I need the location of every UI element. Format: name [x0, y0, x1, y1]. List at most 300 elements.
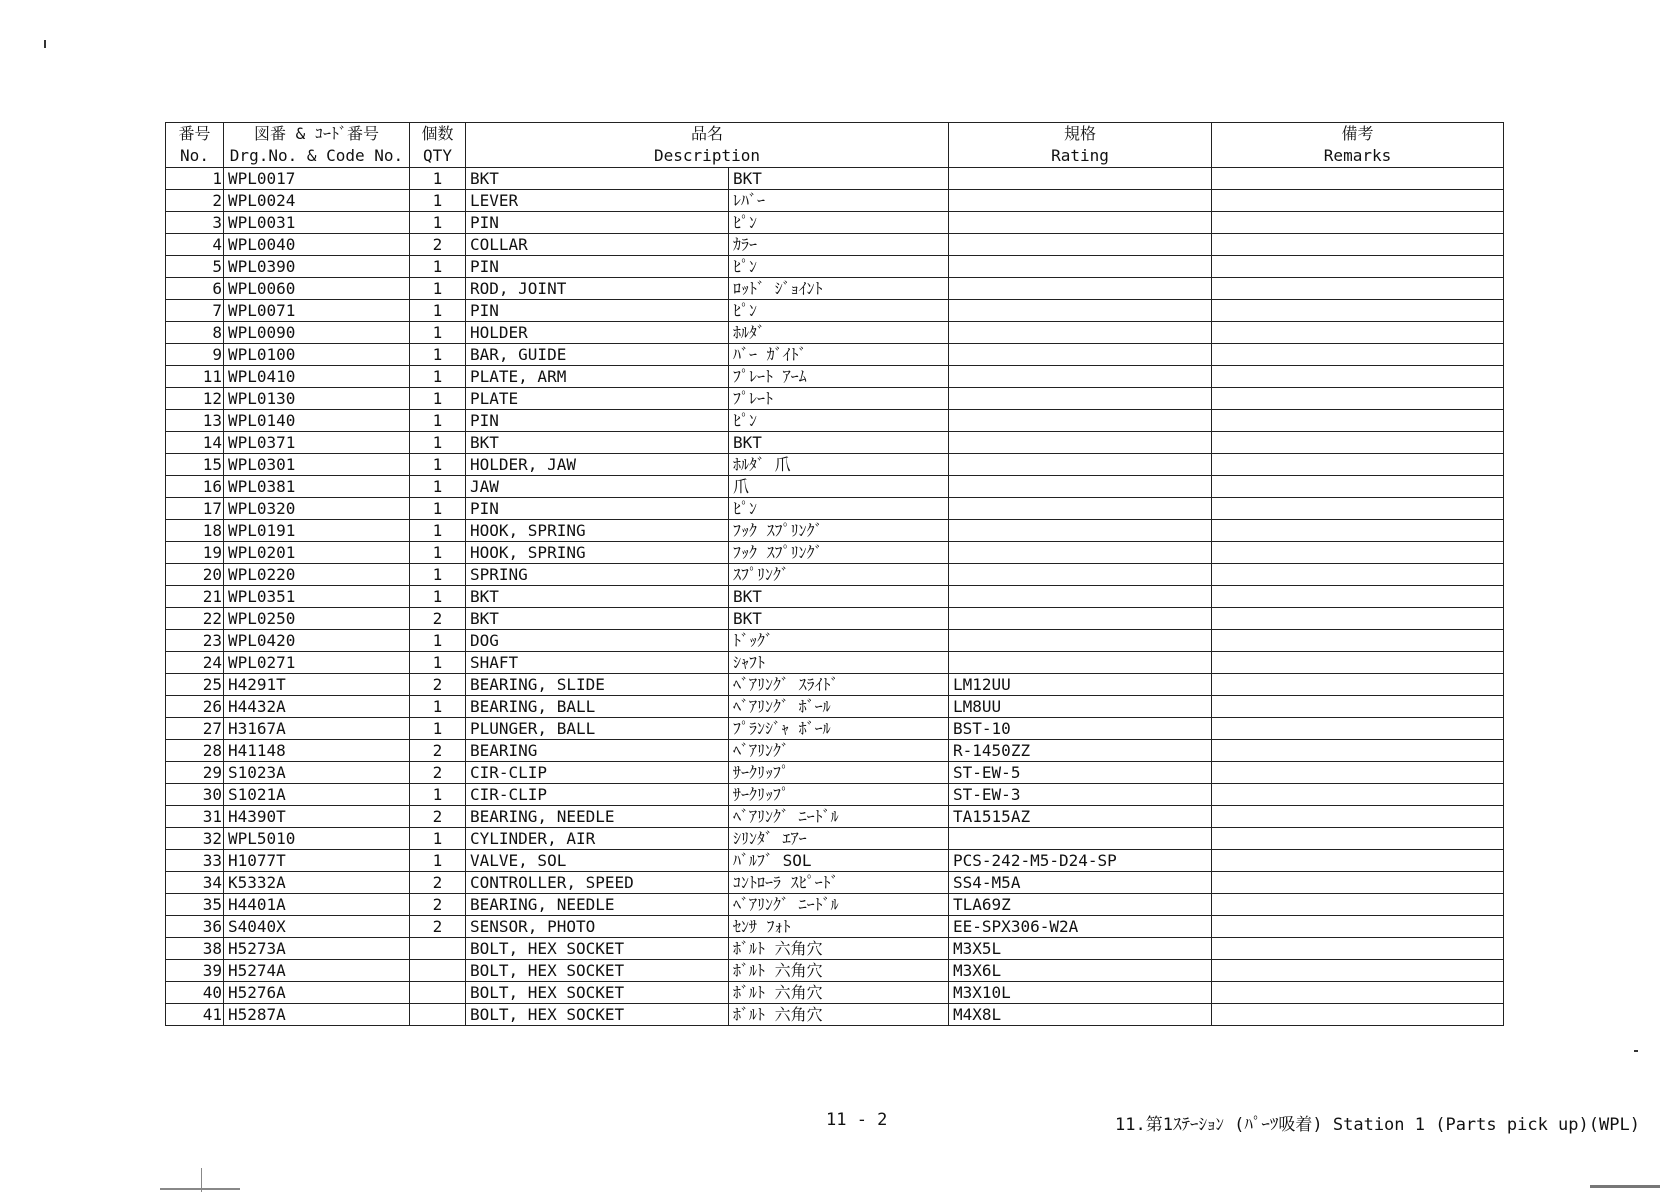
cell-desc-jp: ﾌﾟﾗﾝｼﾞｬ ﾎﾞｰﾙ — [729, 718, 949, 740]
cell-desc-jp: ﾍﾞｱﾘﾝｸﾞ ﾆｰﾄﾞﾙ — [729, 806, 949, 828]
cell-no: 31 — [166, 806, 224, 828]
table-row — [166, 432, 1504, 454]
cell-qty: 1 — [410, 410, 466, 432]
cell-desc-jp: ﾎﾞﾙﾄ 六角穴 — [729, 938, 949, 960]
cell-desc-jp: ﾌﾟﾚｰﾄ — [729, 388, 949, 410]
cell-desc-en: CIR-CLIP — [466, 784, 729, 806]
cell-remarks — [1212, 982, 1504, 1004]
cell-remarks — [1212, 498, 1504, 520]
table-row — [166, 256, 1504, 278]
cell-rating — [949, 190, 1212, 212]
cell-no: 35 — [166, 894, 224, 916]
cell-drg-no: WPL0381 — [224, 476, 410, 498]
cell-desc-en: VALVE, SOL — [466, 850, 729, 872]
header-no-en: No. — [166, 145, 224, 168]
cell-drg-no: H5273A — [224, 938, 410, 960]
cell-desc-jp: ﾎﾙﾀﾞ 爪 — [729, 454, 949, 476]
cell-no: 13 — [166, 410, 224, 432]
cell-rating — [949, 234, 1212, 256]
cell-remarks — [1212, 256, 1504, 278]
cell-drg-no: H4390T — [224, 806, 410, 828]
cell-remarks — [1212, 894, 1504, 916]
cell-desc-jp: ﾄﾞｯｸﾞ — [729, 630, 949, 652]
cell-drg-no: H5274A — [224, 960, 410, 982]
cell-qty: 1 — [410, 630, 466, 652]
cell-no: 14 — [166, 432, 224, 454]
cell-desc-jp: ｼｬﾌﾄ — [729, 652, 949, 674]
cell-desc-en: PIN — [466, 212, 729, 234]
cell-rating: ST-EW-3 — [949, 784, 1212, 806]
cell-qty: 2 — [410, 608, 466, 630]
cell-no: 6 — [166, 278, 224, 300]
cell-no: 32 — [166, 828, 224, 850]
cell-desc-en: COLLAR — [466, 234, 729, 256]
cell-rating: EE-SPX306-W2A — [949, 916, 1212, 938]
cell-desc-en: PLATE, ARM — [466, 366, 729, 388]
cell-remarks — [1212, 938, 1504, 960]
cell-desc-en: BKT — [466, 586, 729, 608]
cell-remarks — [1212, 168, 1504, 190]
cell-no: 27 — [166, 718, 224, 740]
cell-rating: LM8UU — [949, 696, 1212, 718]
header-desc-jp: 品名 — [466, 123, 949, 146]
cell-drg-no: WPL0201 — [224, 542, 410, 564]
cell-qty — [410, 982, 466, 1004]
cell-rating: TA1515AZ — [949, 806, 1212, 828]
cell-rating — [949, 454, 1212, 476]
cell-qty: 1 — [410, 784, 466, 806]
cell-qty: 1 — [410, 476, 466, 498]
table-row — [166, 740, 1504, 762]
cell-desc-en: BEARING, NEEDLE — [466, 806, 729, 828]
cell-remarks — [1212, 872, 1504, 894]
cell-desc-jp: ｼﾘﾝﾀﾞ ｴｱｰ — [729, 828, 949, 850]
cell-desc-jp: ﾋﾟﾝ — [729, 300, 949, 322]
cell-qty: 1 — [410, 718, 466, 740]
cell-qty: 1 — [410, 256, 466, 278]
cell-desc-en: PIN — [466, 410, 729, 432]
cell-desc-jp: ﾍﾞｱﾘﾝｸﾞ ｽﾗｲﾄﾞ — [729, 674, 949, 696]
cell-remarks — [1212, 960, 1504, 982]
cell-desc-en: DOG — [466, 630, 729, 652]
cell-qty: 1 — [410, 344, 466, 366]
cell-desc-jp: ﾋﾟﾝ — [729, 410, 949, 432]
cell-drg-no: WPL0191 — [224, 520, 410, 542]
cell-drg-no: H4401A — [224, 894, 410, 916]
cell-qty — [410, 1004, 466, 1026]
cell-rating — [949, 542, 1212, 564]
page-number: 11 - 2 — [826, 1110, 888, 1130]
cell-desc-en: JAW — [466, 476, 729, 498]
cell-desc-en: HOOK, SPRING — [466, 542, 729, 564]
cell-qty: 2 — [410, 740, 466, 762]
cell-remarks — [1212, 234, 1504, 256]
cell-qty: 1 — [410, 520, 466, 542]
cell-remarks — [1212, 696, 1504, 718]
cell-desc-en: BOLT, HEX SOCKET — [466, 938, 729, 960]
cell-remarks — [1212, 344, 1504, 366]
cell-desc-en: HOLDER — [466, 322, 729, 344]
cell-rating — [949, 256, 1212, 278]
cell-drg-no: WPL0250 — [224, 608, 410, 630]
header-rating-en: Rating — [949, 145, 1212, 168]
cell-desc-en: SPRING — [466, 564, 729, 586]
cell-desc-en: CIR-CLIP — [466, 762, 729, 784]
cell-remarks — [1212, 410, 1504, 432]
cell-remarks — [1212, 388, 1504, 410]
table-row — [166, 916, 1504, 938]
cell-desc-jp: ﾍﾞｱﾘﾝｸﾞ ﾆｰﾄﾞﾙ — [729, 894, 949, 916]
cell-no: 40 — [166, 982, 224, 1004]
cell-qty: 1 — [410, 850, 466, 872]
cell-desc-jp: ﾊﾞﾙﾌﾞ SOL — [729, 850, 949, 872]
cell-remarks — [1212, 762, 1504, 784]
cell-no: 15 — [166, 454, 224, 476]
cell-no: 11 — [166, 366, 224, 388]
cell-remarks — [1212, 322, 1504, 344]
cell-drg-no: WPL0371 — [224, 432, 410, 454]
cell-desc-jp: ﾎﾞﾙﾄ 六角穴 — [729, 982, 949, 1004]
table-row — [166, 300, 1504, 322]
cell-qty: 2 — [410, 674, 466, 696]
cell-qty: 1 — [410, 652, 466, 674]
cell-rating — [949, 608, 1212, 630]
cell-qty: 1 — [410, 432, 466, 454]
cell-qty: 1 — [410, 696, 466, 718]
cell-no: 30 — [166, 784, 224, 806]
header-remarks-jp: 備考 — [1212, 123, 1504, 146]
cell-no: 29 — [166, 762, 224, 784]
cell-remarks — [1212, 652, 1504, 674]
cell-drg-no: WPL0420 — [224, 630, 410, 652]
cell-desc-jp: ﾊﾞｰ ｶﾞｲﾄﾞ — [729, 344, 949, 366]
cell-remarks — [1212, 916, 1504, 938]
cell-rating — [949, 498, 1212, 520]
cell-desc-en: BOLT, HEX SOCKET — [466, 982, 729, 1004]
cell-desc-en: ROD, JOINT — [466, 278, 729, 300]
cell-rating — [949, 828, 1212, 850]
cell-desc-jp: ﾎﾞﾙﾄ 六角穴 — [729, 960, 949, 982]
cell-desc-en: PIN — [466, 498, 729, 520]
cell-qty: 2 — [410, 916, 466, 938]
cell-rating — [949, 476, 1212, 498]
cell-desc-en: LEVER — [466, 190, 729, 212]
cell-no: 38 — [166, 938, 224, 960]
cell-no: 41 — [166, 1004, 224, 1026]
table-row — [166, 564, 1504, 586]
cell-remarks — [1212, 850, 1504, 872]
cell-desc-jp: ﾎﾞﾙﾄ 六角穴 — [729, 1004, 949, 1026]
cell-rating — [949, 410, 1212, 432]
cell-desc-jp: ﾋﾟﾝ — [729, 256, 949, 278]
table-row — [166, 322, 1504, 344]
cell-qty: 1 — [410, 212, 466, 234]
table-row — [166, 630, 1504, 652]
cell-rating — [949, 366, 1212, 388]
cell-no: 8 — [166, 322, 224, 344]
cell-no: 33 — [166, 850, 224, 872]
table-row — [166, 674, 1504, 696]
cell-no: 26 — [166, 696, 224, 718]
cell-remarks — [1212, 476, 1504, 498]
cell-qty: 1 — [410, 322, 466, 344]
header-drg-en: Drg.No. & Code No. — [224, 145, 410, 168]
cell-rating — [949, 278, 1212, 300]
table-body — [166, 168, 1504, 1026]
cell-drg-no: WPL0024 — [224, 190, 410, 212]
cell-desc-jp: ﾋﾟﾝ — [729, 212, 949, 234]
cell-remarks — [1212, 784, 1504, 806]
cell-no: 19 — [166, 542, 224, 564]
cell-rating: TLA69Z — [949, 894, 1212, 916]
header-drg-jp: 図番 & ｺｰﾄﾞ番号 — [224, 123, 410, 146]
cell-no: 18 — [166, 520, 224, 542]
cell-desc-en: BOLT, HEX SOCKET — [466, 1004, 729, 1026]
cell-desc-jp: ﾍﾞｱﾘﾝｸﾞ — [729, 740, 949, 762]
table-row — [166, 1004, 1504, 1026]
cell-rating — [949, 212, 1212, 234]
table-row — [166, 806, 1504, 828]
table-row — [166, 608, 1504, 630]
cell-no: 39 — [166, 960, 224, 982]
table-row — [166, 476, 1504, 498]
cell-no: 7 — [166, 300, 224, 322]
cell-qty: 1 — [410, 542, 466, 564]
cell-desc-jp: ﾌｯｸ ｽﾌﾟﾘﾝｸﾞ — [729, 542, 949, 564]
parts-list-table — [165, 122, 1504, 1026]
table-row — [166, 982, 1504, 1004]
cell-drg-no: H41148 — [224, 740, 410, 762]
table-row — [166, 454, 1504, 476]
cell-remarks — [1212, 674, 1504, 696]
scan-speck — [1590, 1185, 1660, 1188]
cell-rating — [949, 652, 1212, 674]
cell-desc-jp: 爪 — [729, 476, 949, 498]
cell-desc-en: PLATE — [466, 388, 729, 410]
cell-drg-no: WPL0140 — [224, 410, 410, 432]
cell-desc-en: PIN — [466, 300, 729, 322]
cell-drg-no: WPL0390 — [224, 256, 410, 278]
cell-rating: M4X8L — [949, 1004, 1212, 1026]
cell-drg-no: WPL0320 — [224, 498, 410, 520]
cell-desc-en: BEARING — [466, 740, 729, 762]
cell-desc-en: BKT — [466, 432, 729, 454]
header-rating-jp: 規格 — [949, 123, 1212, 146]
cell-remarks — [1212, 190, 1504, 212]
cell-desc-en: PIN — [466, 256, 729, 278]
cell-rating: R-1450ZZ — [949, 740, 1212, 762]
cell-qty: 1 — [410, 168, 466, 190]
cell-rating — [949, 322, 1212, 344]
table-row — [166, 410, 1504, 432]
cell-qty: 1 — [410, 454, 466, 476]
cell-no: 5 — [166, 256, 224, 278]
cell-rating: ST-EW-5 — [949, 762, 1212, 784]
cell-desc-en: CONTROLLER, SPEED — [466, 872, 729, 894]
cell-rating: PCS-242-M5-D24-SP — [949, 850, 1212, 872]
table-row — [166, 652, 1504, 674]
cell-remarks — [1212, 608, 1504, 630]
scan-speck — [160, 1188, 240, 1190]
cell-rating: SS4-M5A — [949, 872, 1212, 894]
cell-remarks — [1212, 806, 1504, 828]
cell-desc-jp: ｻｰｸﾘｯﾌﾟ — [729, 762, 949, 784]
cell-rating: M3X10L — [949, 982, 1212, 1004]
cell-qty: 1 — [410, 586, 466, 608]
cell-no: 21 — [166, 586, 224, 608]
cell-desc-en: HOOK, SPRING — [466, 520, 729, 542]
cell-desc-jp: ﾋﾟﾝ — [729, 498, 949, 520]
cell-desc-jp: ﾌｯｸ ｽﾌﾟﾘﾝｸﾞ — [729, 520, 949, 542]
cell-desc-jp: ｻｰｸﾘｯﾌﾟ — [729, 784, 949, 806]
table-row — [166, 542, 1504, 564]
cell-rating — [949, 388, 1212, 410]
cell-remarks — [1212, 828, 1504, 850]
cell-desc-en: PLUNGER, BALL — [466, 718, 729, 740]
cell-drg-no: H4291T — [224, 674, 410, 696]
cell-drg-no: K5332A — [224, 872, 410, 894]
cell-drg-no: WPL0031 — [224, 212, 410, 234]
cell-qty: 1 — [410, 190, 466, 212]
table-row — [166, 278, 1504, 300]
cell-drg-no: S1023A — [224, 762, 410, 784]
cell-no: 3 — [166, 212, 224, 234]
cell-desc-jp: ﾚﾊﾞｰ — [729, 190, 949, 212]
cell-remarks — [1212, 300, 1504, 322]
cell-no: 9 — [166, 344, 224, 366]
cell-rating — [949, 586, 1212, 608]
cell-drg-no: WPL0071 — [224, 300, 410, 322]
cell-no: 34 — [166, 872, 224, 894]
cell-drg-no: H5276A — [224, 982, 410, 1004]
cell-drg-no: H3167A — [224, 718, 410, 740]
cell-drg-no: S1021A — [224, 784, 410, 806]
cell-qty: 2 — [410, 762, 466, 784]
table-row — [166, 586, 1504, 608]
cell-desc-en: CYLINDER, AIR — [466, 828, 729, 850]
cell-no: 4 — [166, 234, 224, 256]
cell-qty: 2 — [410, 872, 466, 894]
cell-rating — [949, 168, 1212, 190]
cell-no: 23 — [166, 630, 224, 652]
cell-no: 2 — [166, 190, 224, 212]
cell-desc-jp: ｺﾝﾄﾛｰﾗ ｽﾋﾟｰﾄﾞ — [729, 872, 949, 894]
cell-no: 20 — [166, 564, 224, 586]
table-row — [166, 894, 1504, 916]
cell-remarks — [1212, 542, 1504, 564]
cell-qty: 1 — [410, 366, 466, 388]
cell-drg-no: WPL5010 — [224, 828, 410, 850]
cell-no: 25 — [166, 674, 224, 696]
cell-rating — [949, 520, 1212, 542]
cell-drg-no: H5287A — [224, 1004, 410, 1026]
cell-rating — [949, 564, 1212, 586]
cell-desc-jp: BKT — [729, 586, 949, 608]
cell-remarks — [1212, 432, 1504, 454]
cell-desc-en: SENSOR, PHOTO — [466, 916, 729, 938]
cell-desc-en: BEARING, SLIDE — [466, 674, 729, 696]
table-row — [166, 696, 1504, 718]
cell-no: 36 — [166, 916, 224, 938]
table-row — [166, 784, 1504, 806]
table-row — [166, 366, 1504, 388]
cell-drg-no: WPL0410 — [224, 366, 410, 388]
cell-rating — [949, 432, 1212, 454]
cell-no: 16 — [166, 476, 224, 498]
cell-desc-jp: BKT — [729, 608, 949, 630]
table-row — [166, 388, 1504, 410]
cell-desc-jp: BKT — [729, 432, 949, 454]
cell-drg-no: H1077T — [224, 850, 410, 872]
header-qty-jp: 個数 — [410, 123, 466, 146]
cell-drg-no: WPL0017 — [224, 168, 410, 190]
cell-qty — [410, 960, 466, 982]
cell-drg-no: WPL0301 — [224, 454, 410, 476]
cell-desc-jp: ﾛｯﾄﾞ ｼﾞｮｲﾝﾄ — [729, 278, 949, 300]
table-row — [166, 960, 1504, 982]
table-row — [166, 938, 1504, 960]
cell-rating: LM12UU — [949, 674, 1212, 696]
cell-rating — [949, 630, 1212, 652]
cell-drg-no: WPL0130 — [224, 388, 410, 410]
cell-desc-en: BKT — [466, 168, 729, 190]
table-row — [166, 872, 1504, 894]
cell-no: 12 — [166, 388, 224, 410]
cell-qty: 1 — [410, 498, 466, 520]
cell-desc-en: SHAFT — [466, 652, 729, 674]
cell-drg-no: WPL0351 — [224, 586, 410, 608]
cell-rating: M3X6L — [949, 960, 1212, 982]
header-no-jp: 番号 — [166, 123, 224, 146]
cell-qty: 2 — [410, 234, 466, 256]
scan-speck — [1634, 1050, 1638, 1052]
cell-drg-no: WPL0040 — [224, 234, 410, 256]
cell-remarks — [1212, 212, 1504, 234]
cell-qty: 1 — [410, 278, 466, 300]
cell-no: 24 — [166, 652, 224, 674]
cell-desc-jp: BKT — [729, 168, 949, 190]
cell-desc-en: BOLT, HEX SOCKET — [466, 960, 729, 982]
cell-desc-jp: ｽﾌﾟﾘﾝｸﾞ — [729, 564, 949, 586]
cell-no: 17 — [166, 498, 224, 520]
cell-rating: BST-10 — [949, 718, 1212, 740]
table-row — [166, 344, 1504, 366]
table-header — [166, 123, 1504, 168]
cell-remarks — [1212, 564, 1504, 586]
cell-qty: 1 — [410, 564, 466, 586]
cell-rating — [949, 344, 1212, 366]
table-row — [166, 850, 1504, 872]
cell-remarks — [1212, 366, 1504, 388]
cell-drg-no: WPL0090 — [224, 322, 410, 344]
table-row — [166, 718, 1504, 740]
cell-desc-en: BEARING, NEEDLE — [466, 894, 729, 916]
header-desc-en: Description — [466, 145, 949, 168]
cell-desc-jp: ｶﾗｰ — [729, 234, 949, 256]
cell-desc-en: BKT — [466, 608, 729, 630]
table-row — [166, 828, 1504, 850]
cell-qty: 2 — [410, 806, 466, 828]
cell-rating — [949, 300, 1212, 322]
cell-qty: 1 — [410, 300, 466, 322]
cell-remarks — [1212, 630, 1504, 652]
cell-qty: 1 — [410, 828, 466, 850]
cell-desc-jp: ｾﾝｻ ﾌｫﾄ — [729, 916, 949, 938]
table-row — [166, 190, 1504, 212]
table-row — [166, 520, 1504, 542]
cell-remarks — [1212, 454, 1504, 476]
cell-qty: 1 — [410, 388, 466, 410]
